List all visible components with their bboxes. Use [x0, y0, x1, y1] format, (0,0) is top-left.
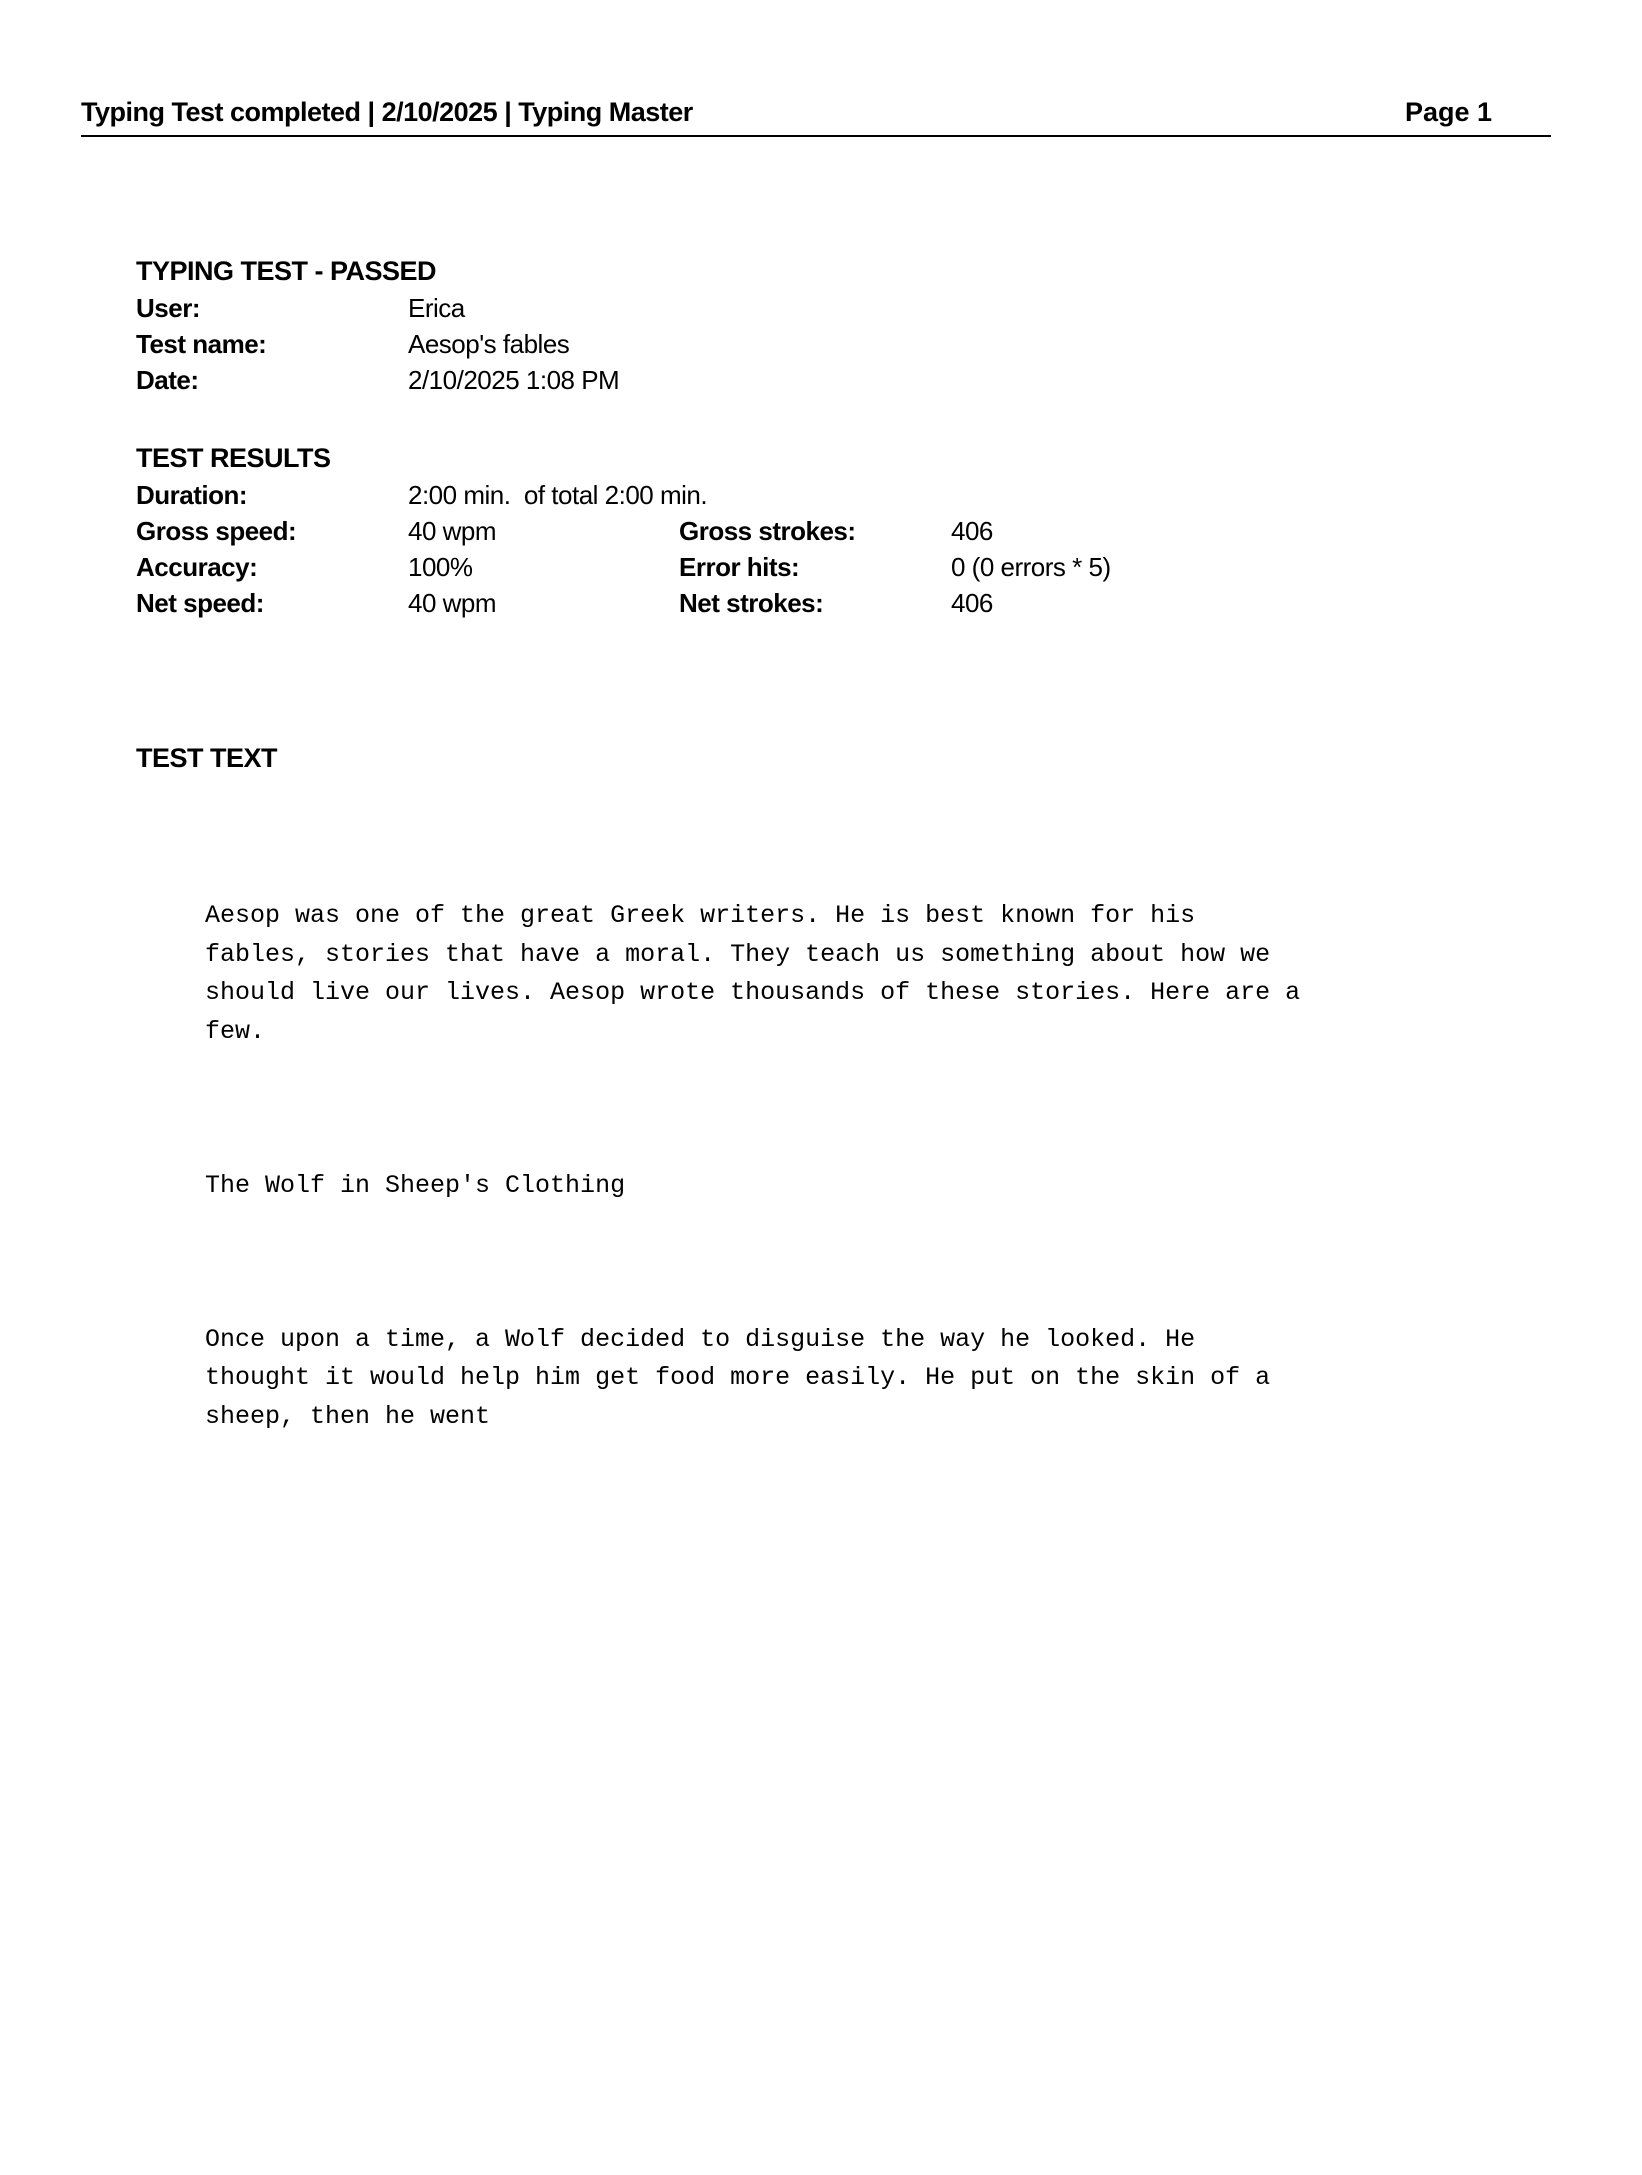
test-text-title: TEST TEXT	[136, 743, 278, 773]
gross-strokes-label: Gross strokes:	[679, 516, 856, 546]
net-speed-label: Net speed:	[136, 588, 264, 618]
page-header	[81, 95, 1551, 137]
test-text-paragraph: Aesop was one of the great Greek writers. He is best known for his fables, stories that have a moral. They teach us something about how we should live our lives. Aesop wrote thousands of these stories. Here are a few.	[205, 901, 1301, 1046]
gross-speed-label: Gross speed:	[136, 516, 297, 546]
test-text-paragraph: Once upon a time, a Wolf decided to disguise the way he looked. He thought it would help him get food more easily. He put on the skin of a sheep, then he went	[205, 1324, 1271, 1431]
gross-speed-value: 40 wpm	[408, 516, 497, 546]
summary-title: TYPING TEST - PASSED	[136, 256, 437, 286]
user-label: User:	[136, 293, 200, 323]
net-strokes-value: 406	[951, 588, 993, 618]
error-hits-label: Error hits:	[679, 552, 800, 582]
user-value: Erica	[408, 293, 465, 323]
gross-strokes-value: 406	[951, 516, 993, 546]
accuracy-label: Accuracy:	[136, 552, 258, 582]
error-hits-value: 0 (0 errors * 5)	[951, 552, 1111, 582]
date-label: Date:	[136, 365, 199, 395]
duration-label: Duration:	[136, 480, 248, 510]
page-number: Page 1	[1404, 97, 1492, 127]
duration-value: 2:00 min. of total 2:00 min.	[408, 480, 708, 510]
test-name-label: Test name:	[136, 329, 267, 359]
net-strokes-label: Net strokes:	[679, 588, 824, 618]
test-text-body	[205, 820, 1425, 1513]
results-title: TEST RESULTS	[136, 443, 331, 473]
net-speed-value: 40 wpm	[408, 588, 497, 618]
date-value: 2/10/2025 1:08 PM	[408, 365, 620, 395]
test-text-paragraph: The Wolf in Sheep's Clothing	[205, 1170, 626, 1200]
test-name-value: Aesop's fables	[408, 329, 570, 359]
header-title: Typing Test completed | 2/10/2025 | Typing Master	[81, 97, 693, 127]
accuracy-value: 100%	[408, 552, 473, 582]
